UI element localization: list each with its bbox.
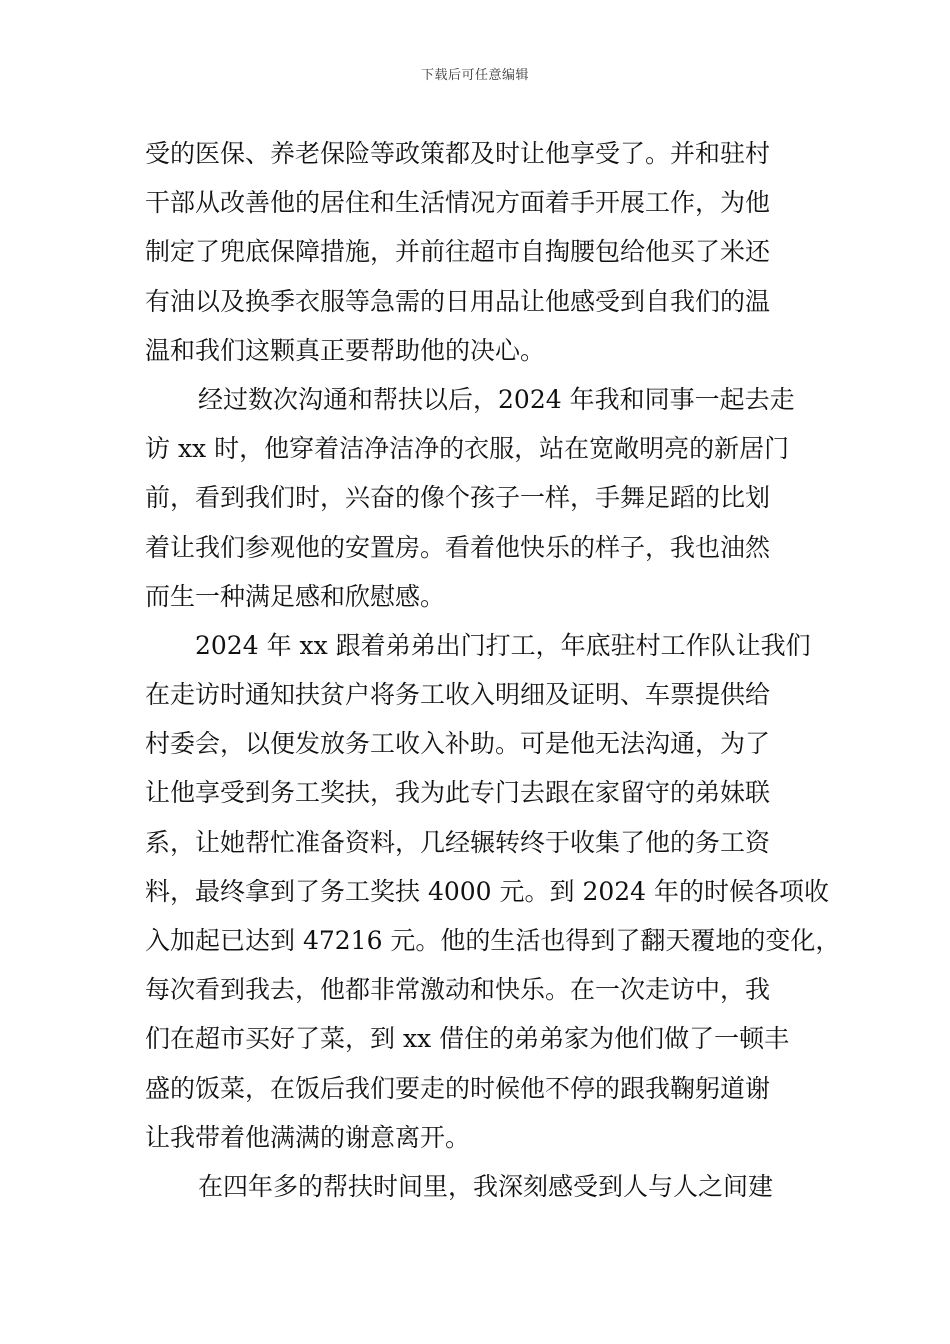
document-body xyxy=(145,129,841,1211)
paragraph-start-line: 经过数次沟通和帮扶以后，2024 年我和同事一起去走 xyxy=(198,384,795,414)
text-line: 入加起已达到 47216 元。他的生活也得到了翻天覆地的变化， xyxy=(145,926,841,955)
text-line: 村委会，以便发放务工收入补助。可是他无法沟通，为了 xyxy=(145,729,771,759)
text-line: 温和我们这颗真正要帮助他的决心。 xyxy=(145,335,546,365)
text-line: 让我带着他满满的谢意离开。 xyxy=(145,1122,471,1152)
text-line: 制定了兜底保障措施，并前往超市自掏腰包给他买了米还 xyxy=(145,237,771,267)
paragraph-start-line: 2024 年 xx 跟着弟弟出门打工，年底驻村工作队让我们 xyxy=(195,630,811,660)
text-line: 着让我们参观他的安置房。看着他快乐的样子，我也油然 xyxy=(145,532,771,562)
text-line: 在走访时通知扶贫户将务工收入明细及证明、车票提供给 xyxy=(145,680,771,710)
text-line: 前，看到我们时，兴奋的像个孩子一样，手舞足蹈的比划 xyxy=(145,483,771,513)
text-line: 受的医保、养老保险等政策都及时让他享受了。并和驻村 xyxy=(145,139,771,168)
text-line: 有油以及换季衣服等急需的日用品让他感受到自我们的温 xyxy=(145,286,771,316)
text-line: 盛的饭菜，在饭后我们要走的时候他不停的跟我鞠躬道谢 xyxy=(145,1073,771,1103)
text-line: 访 xx 时，他穿着洁净洁净的衣服，站在宽敞明亮的新居门 xyxy=(145,434,790,464)
text-line: 们在超市买好了菜，到 xx 借住的弟弟家为他们做了一顿丰 xyxy=(145,1024,790,1054)
text-line: 每次看到我去，他都非常激动和快乐。在一次走访中，我 xyxy=(145,975,771,1005)
text-line: 干部从改善他的居住和生活情况方面着手开展工作，为他 xyxy=(145,188,771,218)
text-line: 而生一种满足感和欣慰感。 xyxy=(145,581,446,611)
text-line: 系，让她帮忙准备资料，几经辗转终于收集了他的务工资 xyxy=(145,827,771,857)
text-line: 料，最终拿到了务工奖扶 4000 元。到 2024 年的时候各项收 xyxy=(145,876,830,906)
paragraph-start-line: 在四年多的帮扶时间里，我深刻感受到人与人之间建 xyxy=(198,1171,774,1201)
page-header: 下载后可任意编辑 xyxy=(420,68,529,83)
text-line: 让他享受到务工奖扶，我为此专门去跟在家留守的弟妹联 xyxy=(145,778,771,808)
